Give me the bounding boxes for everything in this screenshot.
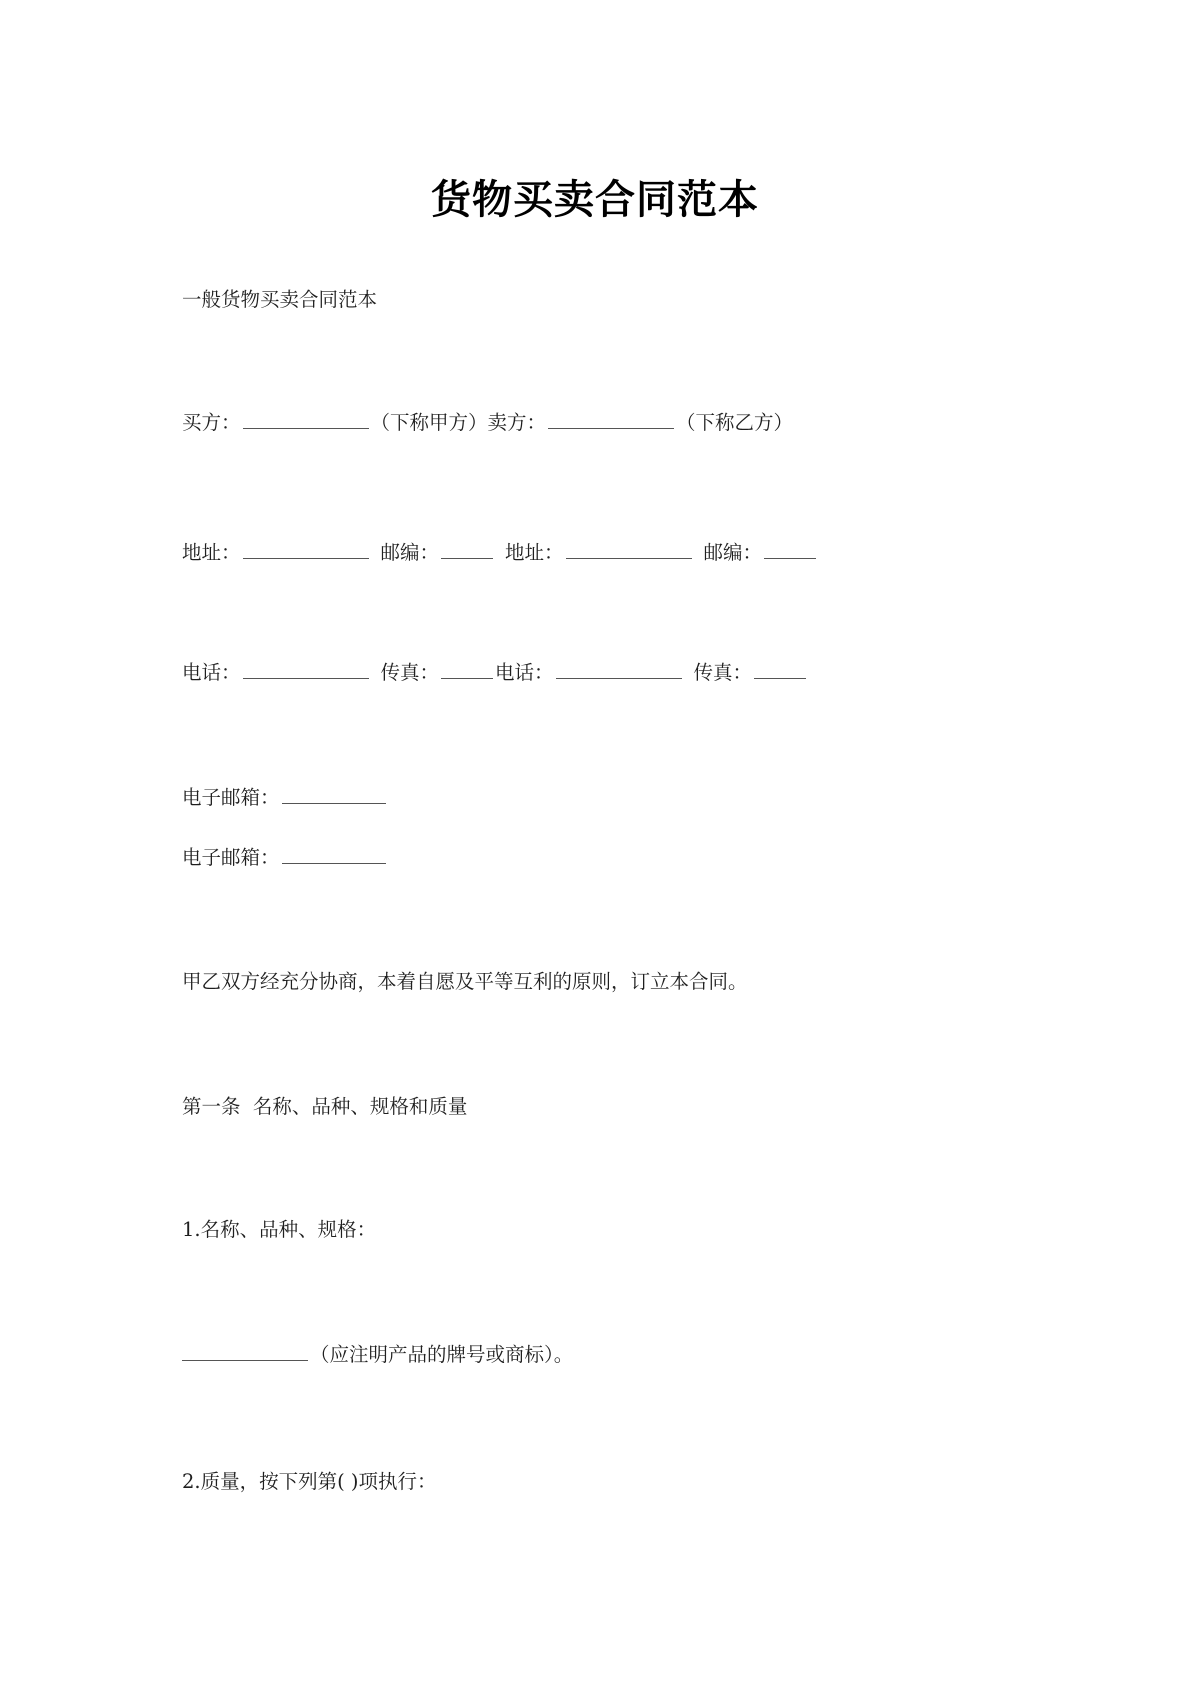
email-row-buyer [182, 785, 388, 811]
product-brand-row [182, 1342, 573, 1368]
email-row-seller [182, 845, 388, 871]
address-label-seller: 地址： [505, 541, 564, 564]
address-row [182, 540, 818, 566]
phone-blank-buyer[interactable] [243, 660, 369, 679]
fax-label-buyer: 传真： [380, 661, 440, 684]
email-label-buyer: 电子邮箱： [182, 786, 280, 809]
seller-note: （下称乙方） [676, 411, 794, 434]
email-blank-buyer[interactable] [282, 785, 386, 804]
fax-label-seller: 传真： [693, 661, 753, 684]
product-brand-blank[interactable] [182, 1342, 308, 1361]
subtitle: 一般货物买卖合同范本 [182, 288, 378, 311]
buyer-blank[interactable] [243, 410, 369, 429]
seller-blank[interactable] [548, 410, 674, 429]
phone-blank-seller[interactable] [556, 660, 682, 679]
postcode-blank-seller[interactable] [764, 540, 816, 559]
postcode-label-buyer: 邮编： [380, 541, 440, 564]
email-label-seller: 电子邮箱： [182, 846, 280, 869]
fax-blank-buyer[interactable] [441, 660, 493, 679]
seller-label: 卖方： [487, 411, 547, 434]
product-brand-note: （应注明产品的牌号或商标）。 [310, 1343, 574, 1366]
page-title: 货物买卖合同范本 [431, 177, 759, 223]
address-blank-seller[interactable] [566, 540, 692, 559]
buyer-label: 买方： [182, 411, 241, 434]
address-blank-buyer[interactable] [243, 540, 369, 559]
intro-paragraph: 甲乙双方经充分协商，本着自愿及平等互利的原则，订立本合同。 [182, 970, 748, 993]
address-label-buyer: 地址： [182, 541, 241, 564]
email-blank-seller[interactable] [282, 845, 386, 864]
fax-blank-seller[interactable] [754, 660, 806, 679]
article-1-item-1: 1.名称、品种、规格： [182, 1218, 377, 1241]
article-1-item-2: 2.质量，按下列第( )项执行： [182, 1470, 437, 1493]
postcode-blank-buyer[interactable] [441, 540, 493, 559]
phone-label-buyer: 电话： [182, 661, 241, 684]
postcode-label-seller: 邮编： [703, 541, 763, 564]
parties-row [182, 410, 793, 436]
phone-label-seller: 电话： [495, 661, 554, 684]
phone-row [182, 660, 808, 686]
article-1-heading: 第一条 名称、品种、规格和质量 [182, 1095, 468, 1118]
buyer-note: （下称甲方） [370, 411, 488, 434]
